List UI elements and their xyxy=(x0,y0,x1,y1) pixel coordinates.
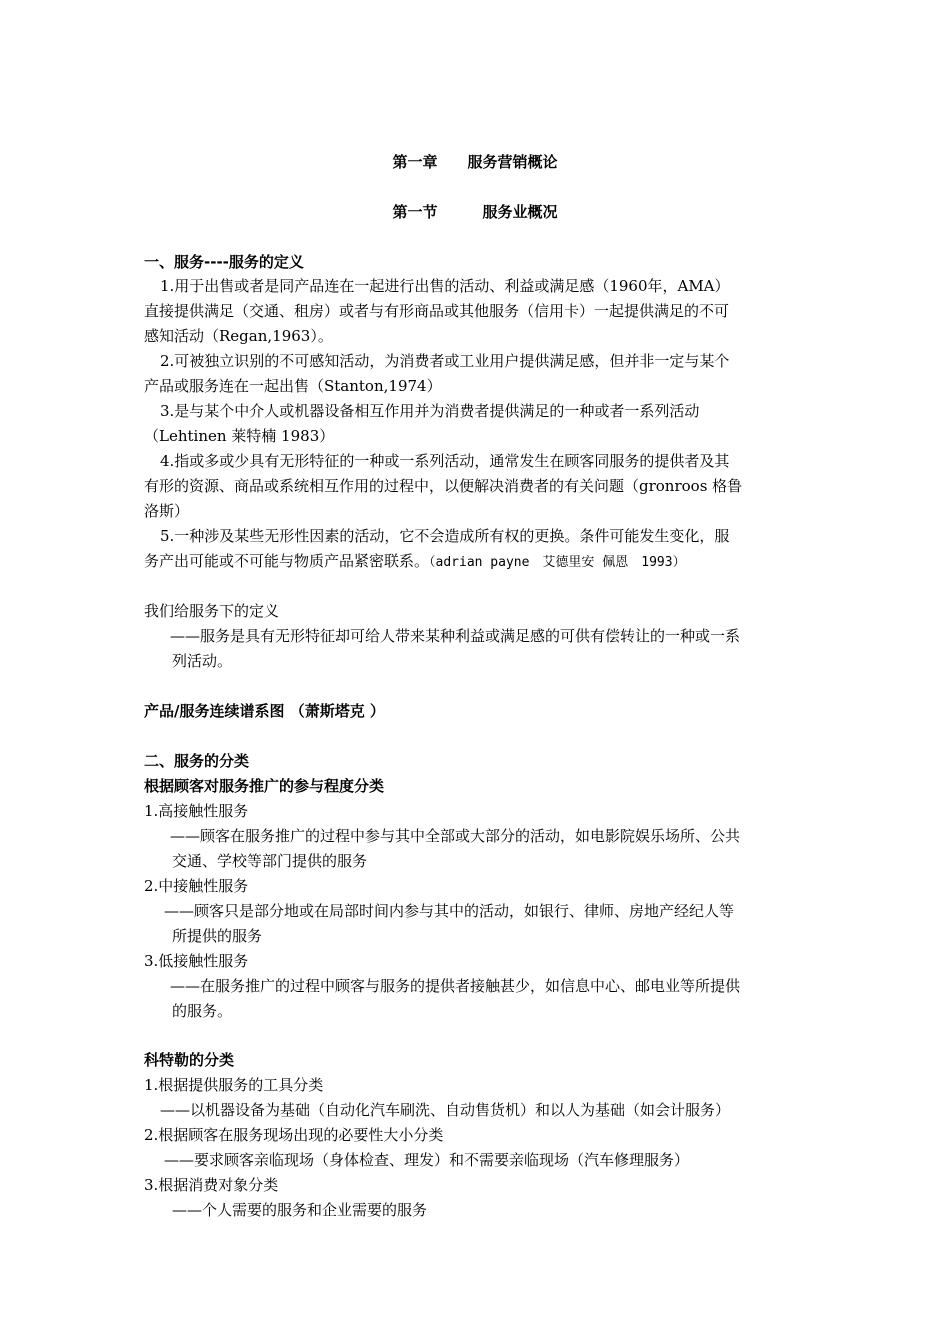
definition-5-text: 务产出可能或不可能与物质产品紧密联系。 xyxy=(144,552,430,570)
definition-3-line-2: （Lehtinen 莱特楠 1983） xyxy=(144,427,335,445)
kotler-item-3-desc: ——个人需要的服务和企业需要的服务 xyxy=(172,1201,428,1219)
section-title: 第一节 服务业概况 xyxy=(392,203,558,221)
definition-2-line-1: 2.可被独立识别的不可感知活动，为消费者或工业用户提供满足感，但并非一定与某个 xyxy=(160,352,730,370)
part1-heading: 一、服务----服务的定义 xyxy=(144,253,304,271)
kotler-item-1-desc: ——以机器设备为基础（自动化汽车刷洗、自动售货机）和以人为基础（如会计服务） xyxy=(160,1101,731,1119)
our-definition-intro: 我们给服务下的定义 xyxy=(144,602,280,620)
kotler-item-1-title: 1.根据提供服务的工具分类 xyxy=(144,1076,324,1094)
low-contact-line-1: ——在服务推广的过程中顾客与服务的提供者接触甚少，如信息中心、邮电业等所提供 xyxy=(170,977,741,995)
definition-3-line-1: 3.是与某个中介人或机器设备相互作用并为消费者提供满足的一种或者一系列活动 xyxy=(160,402,700,420)
definition-1-line-3: 感知活动（Regan,1963）。 xyxy=(144,327,333,345)
high-contact-line-2: 交通、学校等部门提供的服务 xyxy=(172,852,368,870)
low-contact-title: 3.低接触性服务 xyxy=(144,952,249,970)
kotler-heading: 科特勒的分类 xyxy=(144,1051,235,1069)
definition-4-line-1: 4.指或多或少具有无形特征的一种或一系列活动，通常发生在顾客同服务的提供者及其 xyxy=(160,452,730,470)
definition-5-line-2 xyxy=(144,549,814,575)
mid-contact-title: 2.中接触性服务 xyxy=(144,877,249,895)
definition-1-line-1: 1.用于出售或者是同产品连在一起进行出售的活动、利益或满足感（1960年，AMA） xyxy=(160,277,730,295)
mid-contact-line-2: 所提供的服务 xyxy=(172,927,263,945)
spectrum-heading: 产品/服务连续谱系图 （萧斯塔克 ） xyxy=(144,702,385,720)
definition-5-citation: （adrian payne 艾德里安 佩恩 1993） xyxy=(429,555,686,570)
kotler-item-2-desc: ——要求顾客亲临现场（身体检查、理发）和不需要亲临现场（汽车修理服务） xyxy=(164,1151,690,1169)
definition-1-line-2: 直接提供满足（交通、租房）或者与有形商品或其他服务（信用卡）一起提供满足的不可 xyxy=(144,302,730,320)
high-contact-line-1: ——顾客在服务推广的过程中参与其中全部或大部分的活动，如电影院娱乐场所、公共 xyxy=(170,827,741,845)
definition-5-line-1: 5.一种涉及某些无形性因素的活动，它不会造成所有权的更换。条件可能发生变化，服 xyxy=(160,527,730,545)
chapter-title: 第一章 服务营销概论 xyxy=(392,153,558,171)
low-contact-line-2: 的服务。 xyxy=(172,1002,233,1020)
part2-heading: 二、服务的分类 xyxy=(144,752,250,770)
kotler-item-2-title: 2.根据顾客在服务现场出现的必要性大小分类 xyxy=(144,1126,444,1144)
kotler-item-3-title: 3.根据消费对象分类 xyxy=(144,1176,279,1194)
high-contact-title: 1.高接触性服务 xyxy=(144,802,249,820)
mid-contact-line-1: ——顾客只是部分地或在局部时间内参与其中的活动，如银行、律师、房地产经纪人等 xyxy=(164,902,735,920)
definition-4-line-3: 洛斯） xyxy=(144,502,190,520)
our-definition-line-2: 列活动。 xyxy=(172,652,233,670)
definition-4-line-2: 有形的资源、商品或系统相互作用的过程中，以便解决消费者的有关问题（gronroos 格鲁 xyxy=(144,477,743,495)
participation-subheading: 根据顾客对服务推广的参与程度分类 xyxy=(144,777,385,795)
definition-2-line-2: 产品或服务连在一起出售（Stanton,1974） xyxy=(144,377,442,395)
our-definition-line-1: ——服务是具有无形特征却可给人带来某种利益或满足感的可供有偿转让的一种或一系 xyxy=(170,627,741,645)
